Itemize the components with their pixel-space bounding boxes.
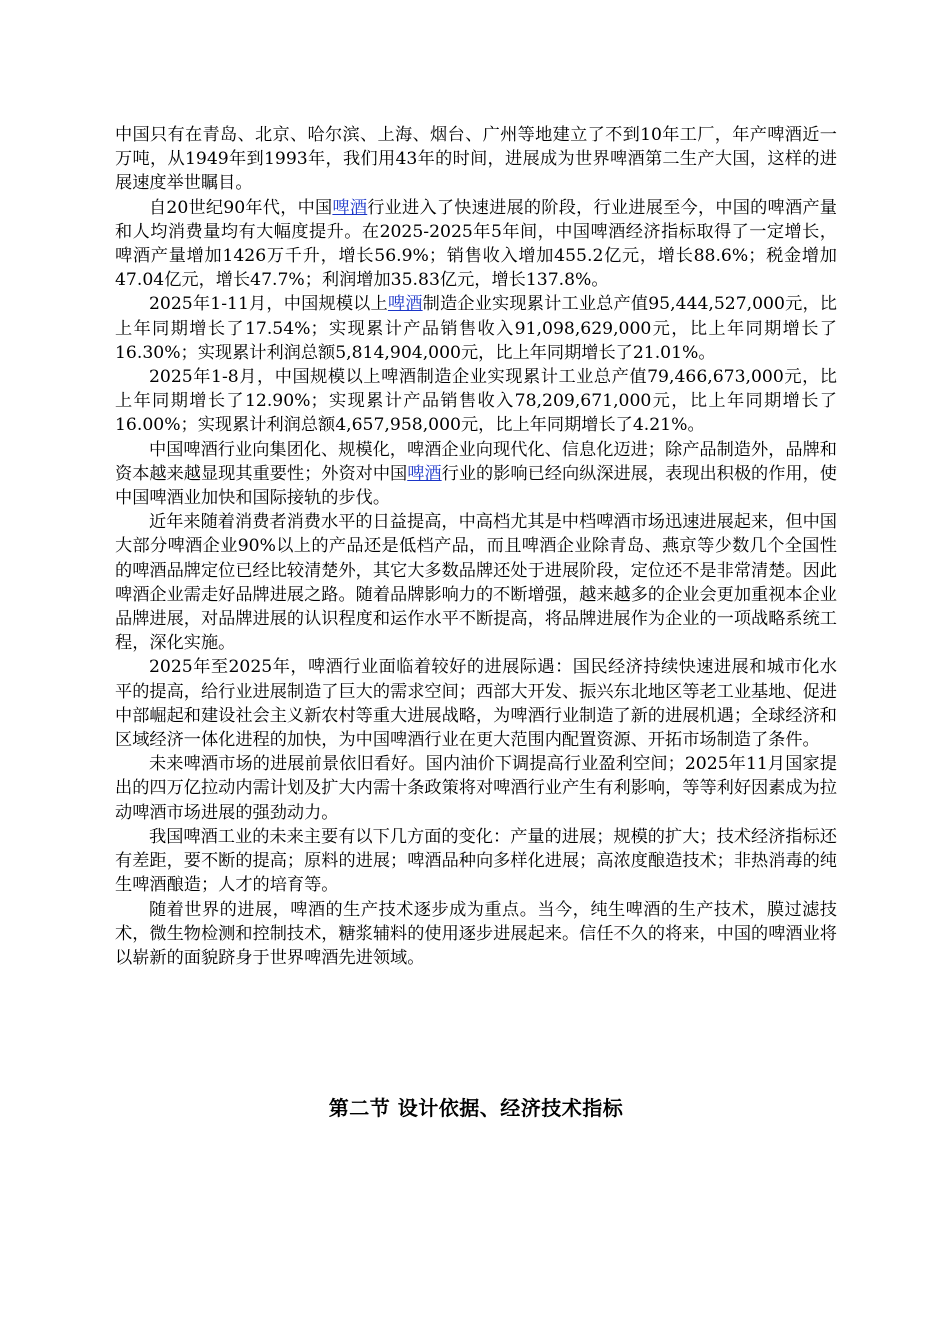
paragraph-text: 2025年至2025年，啤酒行业面临着较好的进展际遇：国民经济持续快速进展和城市化水平的提高，给行业进展制造了巨大的需求空间；西部大开发、振兴东北地区等老工业基地、促进中部崛起和建设社会主义新农村等重大进展战略，为啤酒行业制造了新的进展机遇；全球经济和区域经济一体化进程的加快，为中国啤酒行业在更大范围内配置资源、开拓市场制造了条件。 — [115, 657, 837, 751]
paragraph-1 — [115, 123, 837, 196]
paragraph-text: 行业进入了快速进展的阶段，行业进展至今，中国的啤酒产量和人均消费量均有大幅度提升。在2025-2025年5年间，中国啤酒经济指标取得了一定增长，啤酒产量增加1426万千升，增长56.9%；销售收入增加455.2亿元，增长88.6%；税金增加47.04亿元，增长47.7%；利润增加35.83亿元，增长137.8%。 — [115, 197, 837, 291]
paragraph-3 — [115, 292, 837, 365]
paragraph-text: 自20世纪90年代，中国 — [149, 197, 333, 218]
body-text — [115, 123, 837, 970]
paragraph-10 — [115, 898, 837, 971]
paragraph-text: 未来啤酒市场的进展前景依旧看好。国内油价下调提高行业盈利空间；2025年11月国家提出的四万亿拉动内需计划及扩大内需十条政策将对啤酒行业产生有利影响，等等利好因素成为拉动啤酒市场进展的强劲动力。 — [115, 754, 837, 823]
paragraph-text: 中国啤酒行业向集团化、规模化，啤酒企业向现代化、信息化迈进；除产品制造外，品牌和资本越来越显现其重要性；外资对中国 — [115, 439, 837, 484]
paragraph-text: 2025年1-8月，中国规模以上啤酒制造企业实现累计工业总产值79,466,673,000元，比上年同期增长了12.90%；实现累计产品销售收入78,209,671,000元，比上年同期增长了16.00%；实现累计利润总额4,657,958,000元，比上年同期增长了4.21%。 — [115, 367, 837, 436]
paragraph-7 — [115, 655, 837, 752]
paragraph-text: 2025年1-11月，中国规模以上 — [149, 294, 388, 315]
paragraph-9 — [115, 825, 837, 898]
paragraph-4 — [115, 365, 837, 438]
paragraph-text: 行业的影响已经向纵深进展，表现出积极的作用，使中国啤酒业加快和国际接轨的步伐。 — [115, 463, 837, 509]
beer-link[interactable]: 啤酒 — [387, 294, 423, 315]
beer-link[interactable]: 啤酒 — [332, 197, 368, 218]
paragraph-text: 中国只有在青岛、北京、哈尔滨、上海、烟台、广州等地建立了不到10年工厂，年产啤酒近一万吨，从1949年到1993年，我们用43年的时间，进展成为世界啤酒第二生产大国，这样的进展速度举世瞩目。 — [115, 125, 837, 194]
paragraph-text: 我国啤酒工业的未来主要有以下几方面的变化：产量的进展；规模的扩大；技术经济指标还有差距，要不断的提高；原料的进展；啤酒品种向多样化进展；高浓度酿造技术；非热消毒的纯生啤酒酿造；人才的培育等。 — [115, 826, 837, 896]
section-heading: 第二节 设计依据、经济技术指标 — [328, 1096, 624, 1120]
beer-link[interactable]: 啤酒 — [407, 463, 442, 484]
paragraph-2 — [115, 196, 837, 293]
paragraph-text: 近年来随着消费者消费水平的日益提高，中高档尤其是中档啤酒市场迅速进展起来，但中国大部分啤酒企业90%以上的产品还是低档产品，而且啤酒企业除青岛、燕京等少数几个全国性的啤酒品牌定位已经比较清楚外，其它大多数品牌还处于进展阶段，定位还不是非常清楚。因此啤酒企业需走好品牌进展之路。随着品牌影响力的不断增强，越来越多的企业会更加重视本企业品牌进展，对品牌进展的认识程度和运作水平不断提高，将品牌进展作为企业的一项战略系统工程，深化实施。 — [115, 512, 837, 654]
paragraph-6 — [115, 510, 837, 655]
paragraph-text: 制造企业实现累计工业总产值95,444,527,000元，比上年同期增长了17.54%；实现累计产品销售收入91,098,629,000元，比上年同期增长了16.30%；实现累计利润总额5,814,904,000元，比上年同期增长了21.01%。 — [115, 294, 837, 363]
paragraph-text: 随着世界的进展，啤酒的生产技术逐步成为重点。当今，纯生啤酒的生产技术，膜过滤技术，微生物检测和控制技术，糖浆辅料的使用逐步进展起来。信任不久的将来，中国的啤酒业将以崭新的面貌跻身于世界啤酒先进领域。 — [115, 899, 837, 968]
paragraph-5 — [115, 438, 837, 511]
paragraph-8 — [115, 752, 837, 825]
